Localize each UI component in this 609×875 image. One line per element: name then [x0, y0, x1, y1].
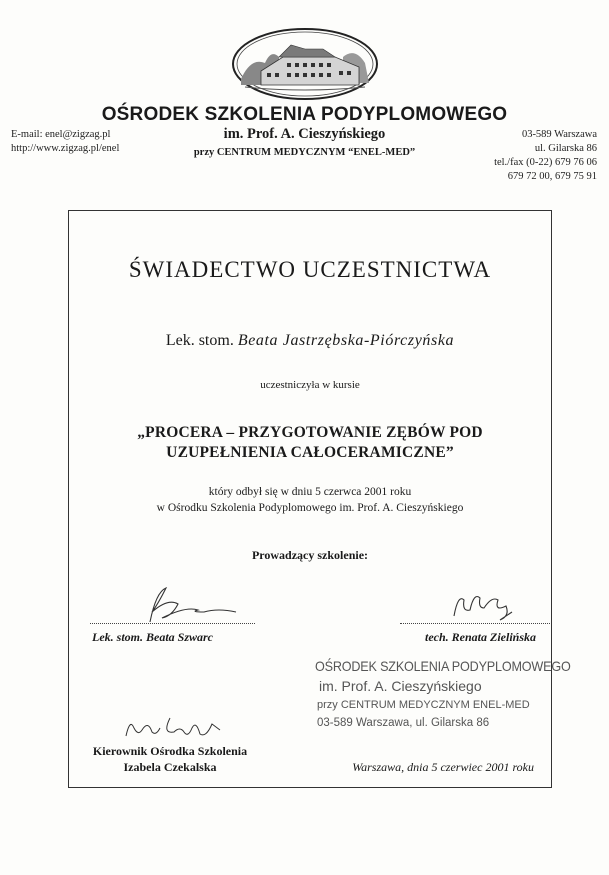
participant-line [68, 332, 552, 350]
organization-patron: im. Prof. A. Cieszyńskiego [223, 126, 386, 142]
lecturer1-name: Lek. stom. Beata Szwarc [92, 630, 214, 644]
organization-name: OŚRODEK SZKOLENIA PODYPLOMOWEGO [101, 104, 508, 125]
participant-prefix: Lek. stom. [165, 332, 234, 349]
signature-zielinska [448, 586, 528, 626]
course-title-line2: UZUPEŁNIENIA CAŁOCERAMICZNE” [166, 444, 454, 461]
signature-szwarc [128, 582, 248, 624]
email-text: E-mail: enel@zigzag.pl [11, 129, 111, 140]
director-name: Izabela Czekalska [123, 760, 217, 774]
date-place-text: Warszawa, dnia 5 czerwiec 2001 roku [352, 760, 534, 774]
lecturer2-name: tech. Renata Zielińska [425, 630, 536, 644]
organization-stamp [305, 656, 571, 756]
certificate-title: ŚWIADECTWO UCZESTNICTWA [128, 257, 492, 282]
led-by-label: Prowadzący szkolenie: [251, 548, 369, 562]
participated-text: uczestniczyła w kursie [260, 379, 360, 391]
course-date-line: który odbył się w dniu 5 czerwca 2001 roku [208, 486, 412, 498]
stamp-line3: przy CENTRUM MEDYCZNYM ENEL-MED [317, 699, 530, 711]
course-title-line1: „PROCERA – PRZYGOTOWANIE ZĘBÓW POD [137, 424, 483, 441]
address-line1: 03-589 Warszawa [521, 129, 597, 140]
stamp-line4: 03-589 Warszawa, ul. Gilarska 86 [317, 717, 490, 729]
stamp-line2: im. Prof. A. Cieszyńskiego [319, 678, 482, 694]
course-location-line: w Ośrodku Szkolenia Podyplomowego im. Prof. A. Cieszyńskiego [156, 502, 464, 514]
address-line2: ul. Gilarska 86 [534, 143, 597, 154]
stamp-line1: OŚRODEK SZKOLENIA PODYPLOMOWEGO [315, 658, 571, 674]
phone-line2: 679 72 00, 679 75 91 [507, 171, 597, 182]
website-text: http://www.zigzag.pl/enel [11, 143, 120, 154]
signature-czekalska [120, 710, 230, 746]
phone-line1: tel./fax (0-22) 679 76 06 [494, 157, 597, 168]
signature-line-2 [400, 622, 550, 624]
signature-line-1 [90, 622, 255, 624]
building-logo [231, 27, 379, 101]
director-title: Kierownik Ośrodka Szkolenia [92, 744, 248, 758]
organization-parent: przy CENTRUM MEDYCZNYM “ENEL-MED” [193, 147, 416, 158]
participant-name: Beata Jastrzębska-Piórczyńska [237, 332, 455, 349]
